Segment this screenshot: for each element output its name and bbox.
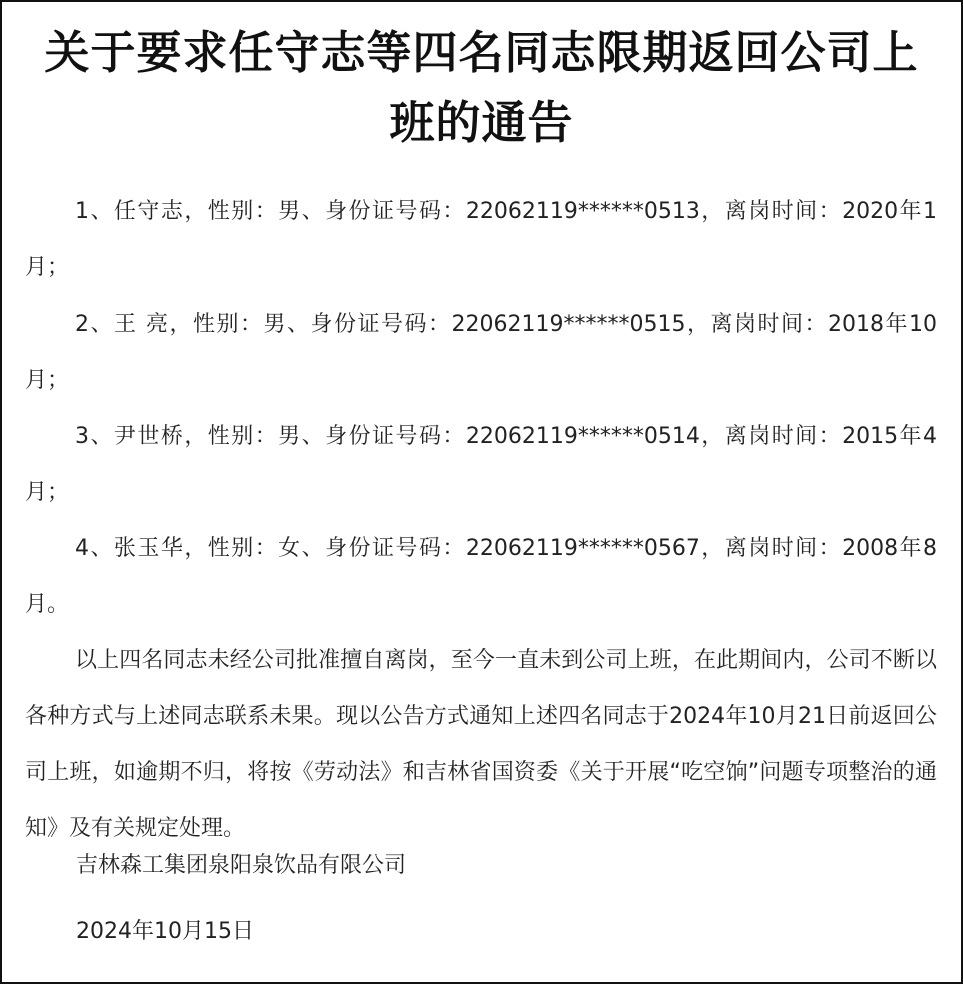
notice-title: 关于要求任守志等四名同志限期返回公司上班的通告 (44, 26, 919, 149)
issue-date: 2024年10月15日 (76, 919, 254, 944)
notice-body: 以上四名同志未经公司批准擅自离岗，至今一直未到公司上班，在此期间内，公司不断以各种方式与上述同志联系未果。现以公告方式通知上述四名同志于2024年10月21日前返回公司上班，如逾期不归，将按《劳动法》和吉林省国资委《关于开展“吃空饷”问题专项整治的通知》及有关规定处理。 (25, 648, 937, 841)
list-item: 4、张玉华，性别：女、身份证号码：22062119******0567，离岗时间：2008年8月。 (25, 536, 937, 617)
issuing-company: 吉林森工集团泉阳泉饮品有限公司 (76, 853, 407, 878)
list-item: 1、任守志，性别：男、身份证号码：22062119******0513，离岗时间：2020年1月； (25, 199, 937, 280)
list-item: 3、尹世桥，性别：男、身份证号码：22062119******0514，离岗时间：2015年4月； (25, 424, 937, 505)
list-item: 2、王 亮，性别：男、身份证号码：22062119******0515，离岗时间：2018年10月； (25, 312, 937, 393)
